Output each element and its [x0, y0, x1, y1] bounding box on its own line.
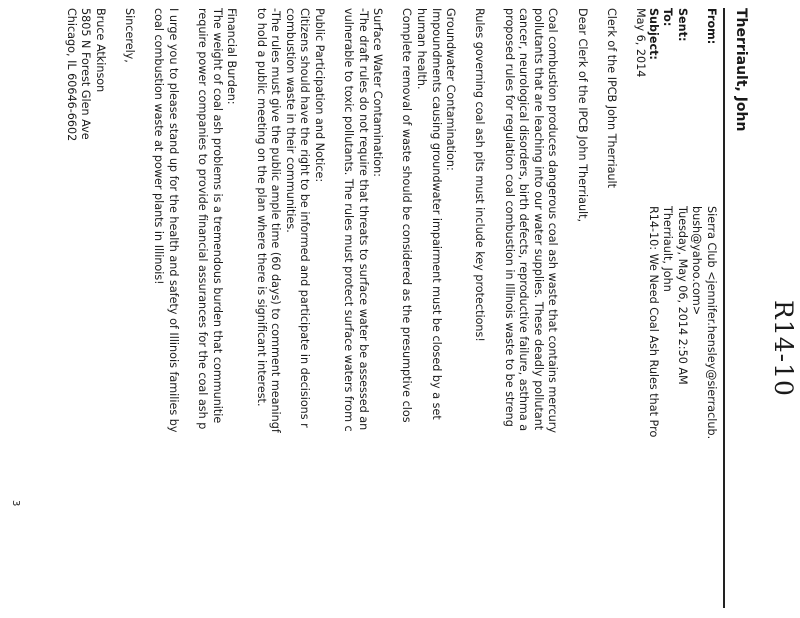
body-line: Chicago, IL 60646-6602: [64, 8, 78, 142]
body-paragraph: [501, 8, 559, 608]
header-value: [674, 206, 689, 385]
body-line: Financial Burden:: [225, 8, 239, 105]
body-line: require power companies to provide financial assurances for the coal ash p: [196, 8, 210, 430]
body-paragraph: [151, 8, 180, 608]
body-line: Impoundments causing groundwater impairment must be closed by a set: [429, 8, 443, 420]
body-line: combustion waste in their communities.: [283, 8, 297, 233]
sender-name: Therriault, John: [733, 8, 749, 132]
body-line: to hold a public meeting on the plan where there is significant interest.: [254, 8, 268, 407]
body-paragraph: [603, 8, 618, 608]
body-line: pollutants that are leaching into our water supplies. These deadly pollutant: [531, 8, 545, 431]
paragraph-spacer: [457, 8, 472, 608]
body-paragraph: [574, 8, 589, 608]
body-paragraph: [195, 8, 239, 608]
body-line: vulnerable to toxic pollutants. The rules must protect surface waters from c: [342, 8, 356, 432]
email-header: [646, 8, 718, 608]
body-line: coal combustion waste at power plants in Illinois!: [152, 8, 166, 285]
body-line: May 6, 2014: [634, 8, 647, 78]
body-line: human health.: [415, 8, 429, 90]
header-value: [689, 206, 718, 439]
paragraph-spacer: [136, 8, 151, 608]
body-line: proposed rules for regulation coal combustion in Illinois waste to be streng: [502, 8, 516, 427]
header-label: From:: [705, 8, 718, 45]
body-paragraph: [63, 8, 107, 608]
body-line: Complete removal of waste should be considered as the presumptive clos: [400, 8, 414, 423]
header-label: Subject:: [646, 8, 660, 60]
body-line: Bruce Atkinson: [94, 8, 108, 93]
header-label: To:: [661, 8, 675, 27]
header-value-line: bush@yahoo.com>: [690, 206, 704, 316]
paragraph-spacer: [384, 8, 399, 608]
email-body: [64, 8, 647, 608]
body-paragraph: [122, 8, 137, 608]
header-value-line: Therriault, John: [661, 206, 675, 292]
header-value: [660, 206, 675, 292]
body-paragraph: [632, 8, 647, 608]
body-line: -The draft rules do not require that threats to surface water be assessed an: [356, 8, 370, 431]
docket-stamp: R14-10: [769, 300, 798, 397]
header-label: Sent:: [675, 8, 689, 42]
body-line: 5805 N Forest Glen Ave: [79, 8, 93, 140]
paragraph-spacer: [618, 8, 633, 608]
paragraph-spacer: [589, 8, 604, 608]
body-line: Dear Clerk of the IPCB John Therriault,: [575, 8, 589, 223]
paragraph-spacer: [180, 8, 195, 608]
body-line: -The rules must give the public ample time (60 days) to comment meaningf: [269, 8, 283, 433]
header-value-line: Tuesday, May 06, 2014 2:50 AM: [675, 206, 689, 385]
body-line: The weight of coal ash problems is a tremendous burden that communitie: [210, 8, 224, 424]
header-value-line: Sierra Club <jennifer.hensley@sierraclub.: [705, 206, 718, 440]
body-paragraph: [253, 8, 326, 608]
body-paragraph: [472, 8, 487, 608]
body-paragraph: [341, 8, 385, 608]
body-line: Surface Water Contamination:: [371, 8, 385, 177]
body-line: Public Participation and Notice:: [312, 8, 326, 183]
header-value-line: R14-10: We Need Coal Ash Rules that Pro: [646, 206, 660, 438]
paragraph-spacer: [107, 8, 122, 608]
body-paragraph: [399, 8, 457, 608]
paragraph-spacer: [238, 8, 253, 608]
body-line: Rules governing coal ash pits must include key protections!: [473, 8, 487, 342]
body-line: Clerk of the IPCB John Therriault: [604, 8, 618, 189]
body-line: I urge you to please stand up for the health and safety of Illinois families by: [167, 8, 180, 433]
page-number: 3: [10, 500, 21, 507]
body-line: cancer, neurological disorders, birth defects, reproductive failure, asthma a: [517, 8, 531, 432]
header-value: [645, 206, 660, 437]
body-line: Sincerely,: [123, 8, 137, 63]
paragraph-spacer: [559, 8, 574, 608]
paragraph-spacer: [326, 8, 341, 608]
body-line: Groundwater Contamination:: [444, 8, 458, 171]
body-line: Coal combustion produces dangerous coal ash waste that contains mercury: [546, 8, 560, 433]
body-line: Citizens should have the right to be informed and participate in decisions r: [298, 8, 312, 428]
header-divider: [723, 8, 725, 608]
paragraph-spacer: [486, 8, 501, 608]
